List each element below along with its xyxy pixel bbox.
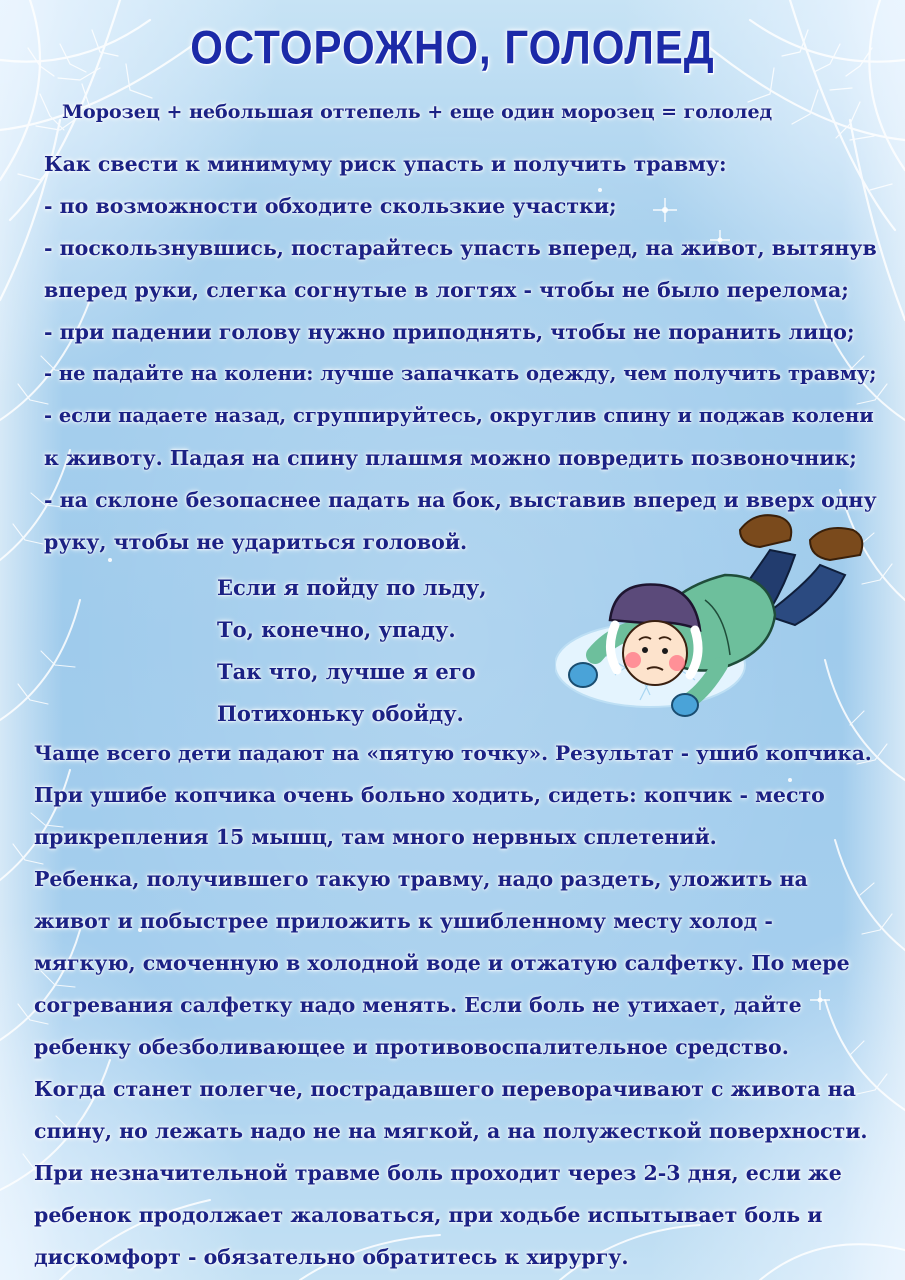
info-line: мягкую, смоченную в холодной воде и отжатую салфетку. По мере bbox=[34, 951, 850, 975]
info-line: дискомфорт - обязательно обратитесь к хирургу. bbox=[34, 1245, 629, 1269]
info-line: ребенку обезболивающее и противовоспалительное средство. bbox=[34, 1035, 789, 1059]
poem-line: Так что, лучше я его bbox=[217, 659, 476, 684]
formula-line: Морозец + небольшая оттепель + еще один морозец = гололед bbox=[62, 101, 773, 123]
advice-heading: Как свести к минимуму риск упасть и получить травму: bbox=[44, 152, 727, 176]
advice-line: - если падаете назад, сгруппируйтесь, округлив спину и поджав колени bbox=[44, 404, 874, 427]
advice-line: - по возможности обходите скользкие участки; bbox=[44, 194, 617, 218]
advice-line: руку, чтобы не удариться головой. bbox=[44, 530, 468, 554]
info-line: согревания салфетку надо менять. Если боль не утихает, дайте bbox=[34, 993, 802, 1017]
info-line: спину, но лежать надо не на мягкой, а на полужесткой поверхности. bbox=[34, 1119, 868, 1143]
child-sliding-on-ice-icon bbox=[555, 505, 875, 720]
advice-line: вперед руки, слегка согнутые в логтях - чтобы не было перелома; bbox=[44, 278, 849, 302]
info-line: Когда станет полегче, пострадавшего переворачивают с живота на bbox=[34, 1077, 856, 1101]
poem-line: Если я пойду по льду, bbox=[217, 575, 487, 600]
info-line: При незначительной травме боль проходит через 2-3 дня, если же bbox=[34, 1161, 842, 1185]
advice-line: - на склоне безопаснее падать на бок, выставив вперед и вверх одну bbox=[44, 488, 877, 512]
info-line: При ушибе копчика очень больно ходить, сидеть: копчик - место bbox=[34, 783, 825, 807]
poem-line: Потихоньку обойду. bbox=[217, 701, 464, 726]
info-line: прикрепления 15 мышц, там много нервных сплетений. bbox=[34, 825, 717, 849]
poem-line: То, конечно, упаду. bbox=[217, 617, 456, 642]
info-line: Ребенка, получившего такую травму, надо раздеть, уложить на bbox=[34, 867, 808, 891]
advice-line: к животу. Падая на спину плашмя можно повредить позвоночник; bbox=[44, 446, 857, 470]
advice-line: - поскользнувшись, постарайтесь упасть вперед, на живот, вытянув bbox=[44, 236, 877, 260]
info-line: ребенок продолжает жаловаться, при ходьбе испытывает боль и bbox=[34, 1203, 823, 1227]
advice-line: - при падении голову нужно приподнять, чтобы не поранить лицо; bbox=[44, 320, 855, 344]
advice-line: - не падайте на колени: лучше запачкать одежду, чем получить травму; bbox=[44, 362, 877, 385]
page-title: ОСТОРОЖНО, ГОЛОЛЕД bbox=[190, 21, 715, 74]
info-line: Чаще всего дети падают на «пятую точку». Результат - ушиб копчика. bbox=[34, 741, 872, 765]
info-line: живот и побыстрее приложить к ушибленному месту холод - bbox=[34, 909, 773, 933]
